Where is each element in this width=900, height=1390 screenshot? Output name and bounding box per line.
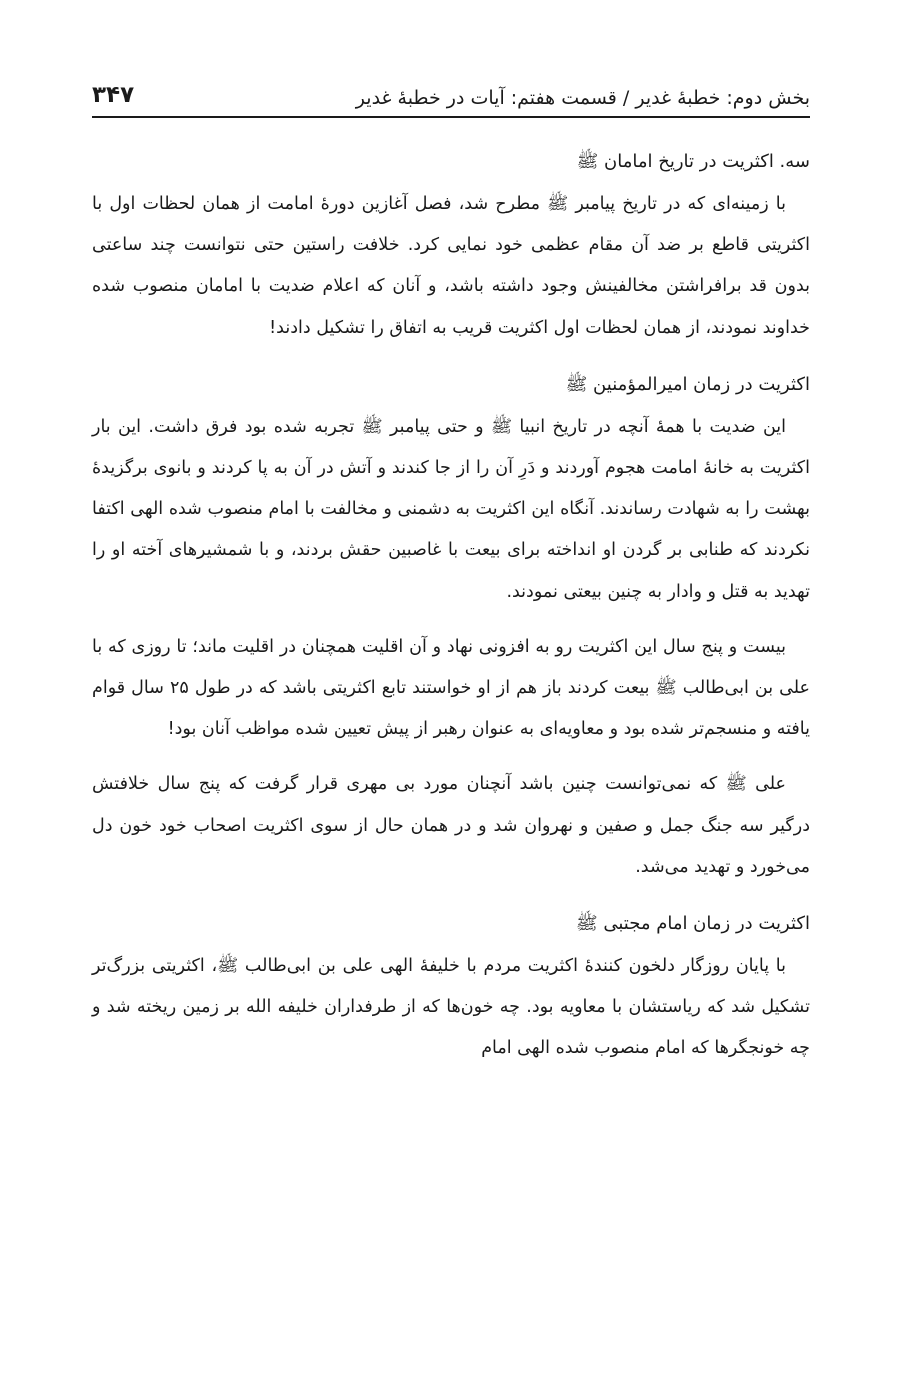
paragraph: با زمینه‌ای که در تاریخ پیامبر ﷺ مطرح شد، فصل آغازین دورهٔ امامت از همان لحظات اول با اکثریتی قاطع بر ضد آن مقام عظمی خود نمایی کرد. خلافت راستین حتی نتوانست چند ساعتی بدون قد برافراشتن مخالفینش وجود داشته باشد، و آنان که اعلام ضدیت با امامان منصوب شده خداوند نمودند، از همان لحظات اول اکثریت قریب به اتفاق را تشکیل دادند!	[92, 194, 810, 338]
page-body	[92, 118, 810, 1070]
section-heading-imam-mujtaba: اکثریت در زمان امام مجتبی ﷺ	[575, 913, 810, 935]
header-title: بخش دوم: خطبهٔ غدیر / قسمت هفتم: آیات در خطبهٔ غدیر	[355, 87, 810, 110]
running-header	[92, 62, 810, 118]
page-number: ۳۴۷	[92, 82, 135, 109]
paragraph: علی ﷺ که نمی‌توانست چنین باشد آنچنان مورد بی مهری قرار گرفت که پنج سال خلافتش درگیر سه جنگ جمل و صفین و نهروان شد و در همان حال از سوی اکثریت اصحاب خود خون دل می‌خورد و تهدید می‌شد.	[92, 774, 810, 877]
section-heading-amir-al-muminin: اکثریت در زمان امیرالمؤمنین ﷺ	[565, 373, 810, 395]
paragraph: با پایان روزگار دلخون کنندهٔ اکثریت مردم با خلیفهٔ الهی علی بن ابی‌طالب ﷺ، اکثریتی بزرگ‌تر تشکیل شد که ریاستشان با معاویه بود. چه خون‌ها که از طرفداران خلیفه الله بر زمین ریخته شد و چه خونجگرها که امام منصوب شده الهی امام	[92, 956, 810, 1059]
book-page	[92, 62, 810, 1070]
paragraph: این ضدیت با همهٔ آنچه در تاریخ انبیا ﷺ و حتی پیامبر ﷺ تجربه شده بود فرق داشت. این بار اکثریت به خانهٔ امامت هجوم آوردند و دَرِ آن را از جا کندند و آتش در آن به پا کردند و بانوی برگزیدهٔ بهشت را به شهادت رساندند. آنگاه این اکثریت به دشمنی و مخالفت با امام منصوب شده الهی اکتفا نکردند که طنابی بر گردن او انداخته برای بیعت با غاصبین حقش بردند، و با شمشیرهای آخته او را تهدید به قتل و وادار به چنین بیعتی نمودند.	[92, 416, 810, 602]
section-heading-imams-history: سه. اکثریت در تاریخ امامان ﷺ	[576, 151, 810, 172]
paragraph: بیست و پنج سال این اکثریت رو به افزونی نهاد و آن اقلیت همچنان در اقلیت ماند؛ تا روزی که با علی بن ابی‌طالب ﷺ بیعت کردند باز هم از او خواستند تابع اکثریتی باشد که در طول ۲۵ سال قوام یافته و منسجم‌تر شده بود و معاویه‌ای به عنوان رهبر از پیش تعیین شده مواظب آنان بود!	[92, 636, 810, 740]
